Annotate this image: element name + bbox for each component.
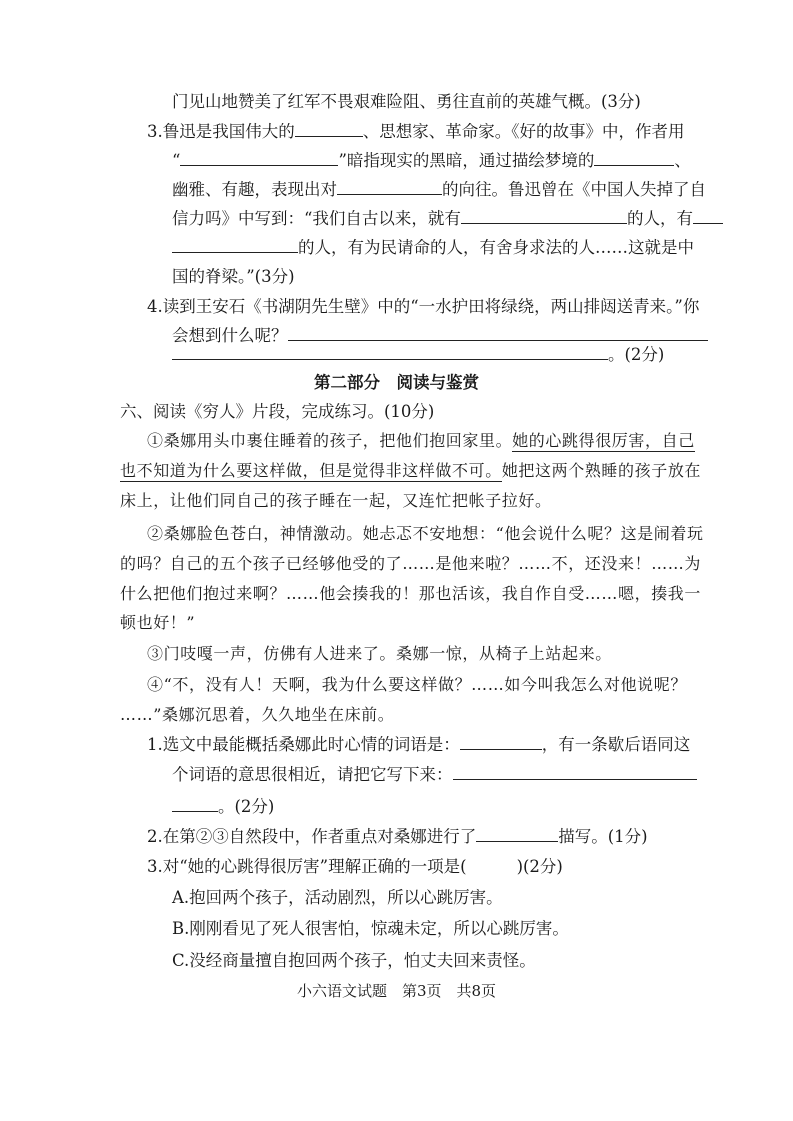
reading-question-1-line-2: 个词语的意思很相近，请把它写下来： bbox=[172, 764, 697, 786]
question-3-line-3: 幽雅、有趣，表现出对 的向往。鲁迅曾在《中国人失掉了自 bbox=[172, 180, 706, 199]
reading-question-3: 3.对“她的心跳得很厉害”理解正确的一项是( )(2分) bbox=[147, 857, 563, 876]
passage-p1-line-2: 也不知道为什么要这样做，但是觉得非这样做不可。她把这两个熟睡的孩子放在 bbox=[120, 461, 702, 480]
text-line: 门见山地赞美了红军不畏艰难险阻、勇往直前的英雄气概。(3分) bbox=[172, 92, 641, 111]
passage-p1-line-3: 床上，让他们同自己的孩子睡在一起，又连忙把帐子拉好。 bbox=[120, 491, 552, 510]
answer-blank[interactable] bbox=[594, 150, 674, 166]
answer-blank[interactable] bbox=[476, 826, 558, 842]
question-6-title: 六、阅读《穷人》片段，完成练习。(10分) bbox=[120, 402, 435, 421]
question-3-line-1: 3.鲁迅是我国伟大的 、思想家、革命家。《好的故事》中，作者用 bbox=[147, 122, 685, 141]
question-4-line-2: 会想到什么呢？ bbox=[172, 325, 708, 347]
answer-blank[interactable] bbox=[693, 208, 723, 224]
answer-blank[interactable] bbox=[180, 150, 338, 166]
option-b: B.刚刚看见了死人很害怕，惊魂未定，所以心跳厉害。 bbox=[172, 919, 569, 938]
question-3-line-4: 信力吗》中写到：“我们自古以来，就有 的人，有 bbox=[172, 208, 723, 230]
question-4-line-3: 。(2分) bbox=[172, 344, 664, 366]
passage-p2-line-4: 顿也好！” bbox=[120, 613, 196, 632]
question-3-line-6: 国的脊梁。”(3分) bbox=[172, 267, 295, 286]
passage-p3-line-1: ③门吱嘎一声，仿佛有人进来了。桑娜一惊，从椅子上站起来。 bbox=[147, 644, 612, 663]
answer-blank[interactable] bbox=[295, 121, 363, 137]
reading-question-1-line-1: 1.选文中最能概括桑娜此时心情的词语是： ，有一条歇后语同这 bbox=[147, 735, 691, 754]
question-3-line-2: “ ”暗指现实的黑暗，通过描绘梦境的 、 bbox=[172, 151, 691, 170]
answer-blank[interactable] bbox=[172, 796, 218, 812]
section-heading: 第二部分 阅读与鉴赏 bbox=[314, 373, 479, 392]
question-3-line-5: 的人，有为民请命的人，有舍身求法的人……这就是中 bbox=[172, 237, 694, 259]
answer-blank[interactable] bbox=[172, 344, 608, 360]
question-4-line-1: 4.读到王安石《书湖阴先生壁》中的“一水护田将绿绕，两山排闼送青来。”你 bbox=[147, 297, 700, 316]
passage-p4-line-2: ……”桑娜沉思着，久久地坐在床前。 bbox=[120, 705, 395, 724]
passage-p2-line-3: 什么把他们抱过来啊？……他会揍我的！那也活该，我自作自受……嗯，揍我一 bbox=[120, 584, 702, 603]
answer-blank[interactable] bbox=[288, 325, 708, 341]
reading-question-2: 2.在第②③自然段中，作者重点对桑娜进行了 描写。(1分) bbox=[147, 827, 648, 846]
passage-p4-line-1: ④“不，没有人！天啊，我为什么要这样做？……如今叫我怎么对他说呢？ bbox=[147, 675, 687, 694]
option-a: A.抱回两个孩子，活动剧烈，所以心跳厉害。 bbox=[172, 888, 503, 907]
answer-blank[interactable] bbox=[453, 764, 697, 780]
answer-blank[interactable] bbox=[172, 237, 298, 253]
passage-p1-line-1: ①桑娜用头巾裹住睡着的孩子，把他们抱回家里。她的心跳得很厉害，自己 bbox=[147, 431, 695, 450]
underlined-sentence: 她的心跳得很厉害，自己 bbox=[512, 431, 695, 450]
option-c: C.没经商量擅自抱回两个孩子，怕丈夫回来责怪。 bbox=[172, 951, 536, 970]
passage-p2-line-1: ②桑娜脸色苍白，神情激动。她忐忑不安地想：“他会说什么呢？这是闹着玩 bbox=[147, 524, 704, 543]
answer-blank[interactable] bbox=[337, 179, 442, 195]
reading-question-1-line-3: 。(2分) bbox=[172, 796, 274, 818]
answer-blank[interactable] bbox=[460, 734, 542, 750]
underlined-sentence: 也不知道为什么要这样做，但是觉得非这样做不可。 bbox=[120, 461, 502, 480]
passage-p2-line-2: 的吗？自己的五个孩子已经够他受的了……是他来啦？……不，还没来！……为 bbox=[120, 554, 702, 573]
page-footer: 小六语文试题 第3页 共8页 bbox=[296, 982, 497, 1000]
answer-blank[interactable] bbox=[461, 208, 627, 224]
